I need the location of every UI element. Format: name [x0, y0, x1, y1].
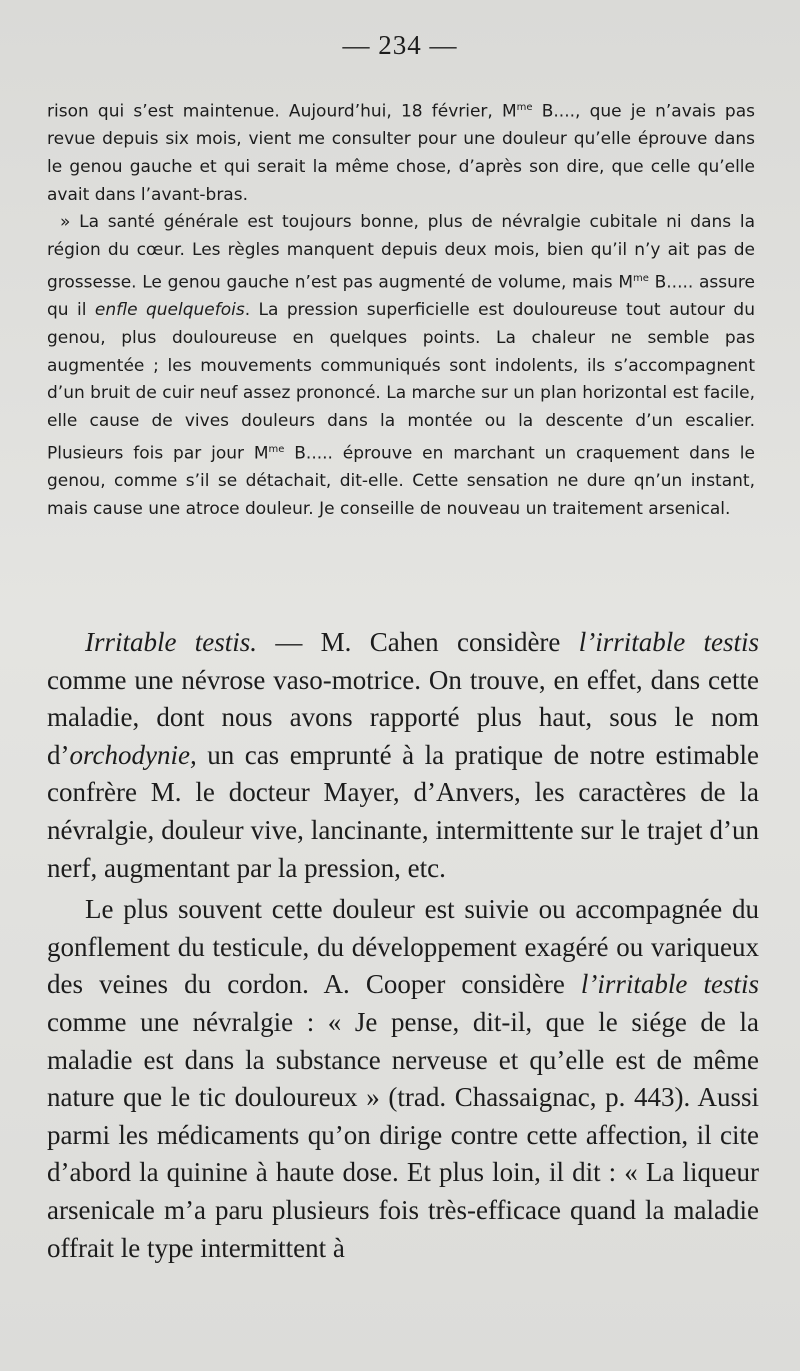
section-heading: Irritable testis.	[85, 627, 258, 657]
italic-run: l’irritable testis	[578, 627, 760, 657]
text-run: un cas emprunté à la pratique de notre estimable confrère M. le docteur Mayer, d’Anvers, les caractères de la névralgie, douleur vive, lancinante, intermittente sur le trajet d’un nerf, augmentant par la pression, etc.	[47, 739, 759, 883]
superscript: me	[268, 443, 285, 455]
superscript: me	[516, 102, 533, 113]
text-run: . La pression superficielle est douloureuse tout autour du genou, plus douloureuse en quelques points. La chaleur ne semble pas augmentée ; les mouvements communiqués sont indolents, ils s’accompagnent d’un bruit de cuir neuf assez prononcé. La marche sur un plan horizontal est facile, elle cause de vives douleurs dans la montée ou la descente d’un escalier. Plusieurs fois par jour M	[47, 300, 755, 464]
text-run: Le plus souvent cette douleur est suivie ou accompagnée du gonflement du testicule, du développement exagéré ou variqueux des veines du cordon. A. Cooper considère	[47, 894, 759, 1000]
text-run: — M. Cahen considère	[257, 627, 579, 657]
text-run: B..... assure qu il	[47, 272, 755, 321]
case-report-block	[47, 94, 755, 524]
text-run: rison qui s’est maintenue. Aujourd’hui, 18 février, M	[47, 101, 517, 122]
page-number: — 234 —	[342, 30, 458, 60]
text-run: comme une névralgie : « Je pense, dit-il, que le siége de la maladie est dans la substance nerveuse et qu’elle est de même nature que le tic douloureux » (trad. Chassaignac, p. 443). Aussi parmi les médicaments qu’on dirige contre cette affection, il cite d’abord la quinine à haute dose. Et plus loin, il dit : « La liqueur arsenicale m’a paru plusieurs fois très-efficace quand la maladie offrait le type intermittent à	[47, 1006, 759, 1263]
text-run: comme une névrose vaso-motrice. On trouve, en effet, dans cette maladie, dont nous avons rapporté plus haut, sous le nom d’	[47, 664, 759, 770]
case-report-paragraph-2	[47, 209, 755, 523]
italic-run: l’irritable testis	[580, 969, 759, 1000]
case-report-paragraph-1	[47, 94, 755, 209]
italic-run: orchodynie,	[69, 739, 197, 770]
main-text-block	[47, 620, 759, 1267]
text-run: B..... éprouve en marchant un craquement dans le genou, comme s’il se détachait, dit-elle. Cette sensation ne dure qn’un instant, mais cause une atroce douleur. Je conseille de nouveau un traitement arsenical.	[47, 443, 755, 519]
cooper-paragraph	[47, 891, 759, 1267]
irritable-testis-paragraph	[47, 624, 759, 887]
text-run: » La santé générale est toujours bonne, plus de névralgie cubitale ni dans la région du cœur. Les règles manquent depuis deux mois, bien qu’il n’y ait pas de grossesse. Le genou gauche n’est pas augmenté de volume, mais M	[47, 212, 755, 293]
italic-run: enfle quelquefois	[94, 300, 245, 321]
text-run: B...., que je n’avais pas revue depuis six mois, vient me consulter pour une douleur qu’elle éprouve dans le genou gauche et qui serait la même chose, d’après son dire, que celle qu’elle avait dans l’avant-bras.	[47, 101, 755, 205]
superscript: me	[633, 272, 649, 284]
